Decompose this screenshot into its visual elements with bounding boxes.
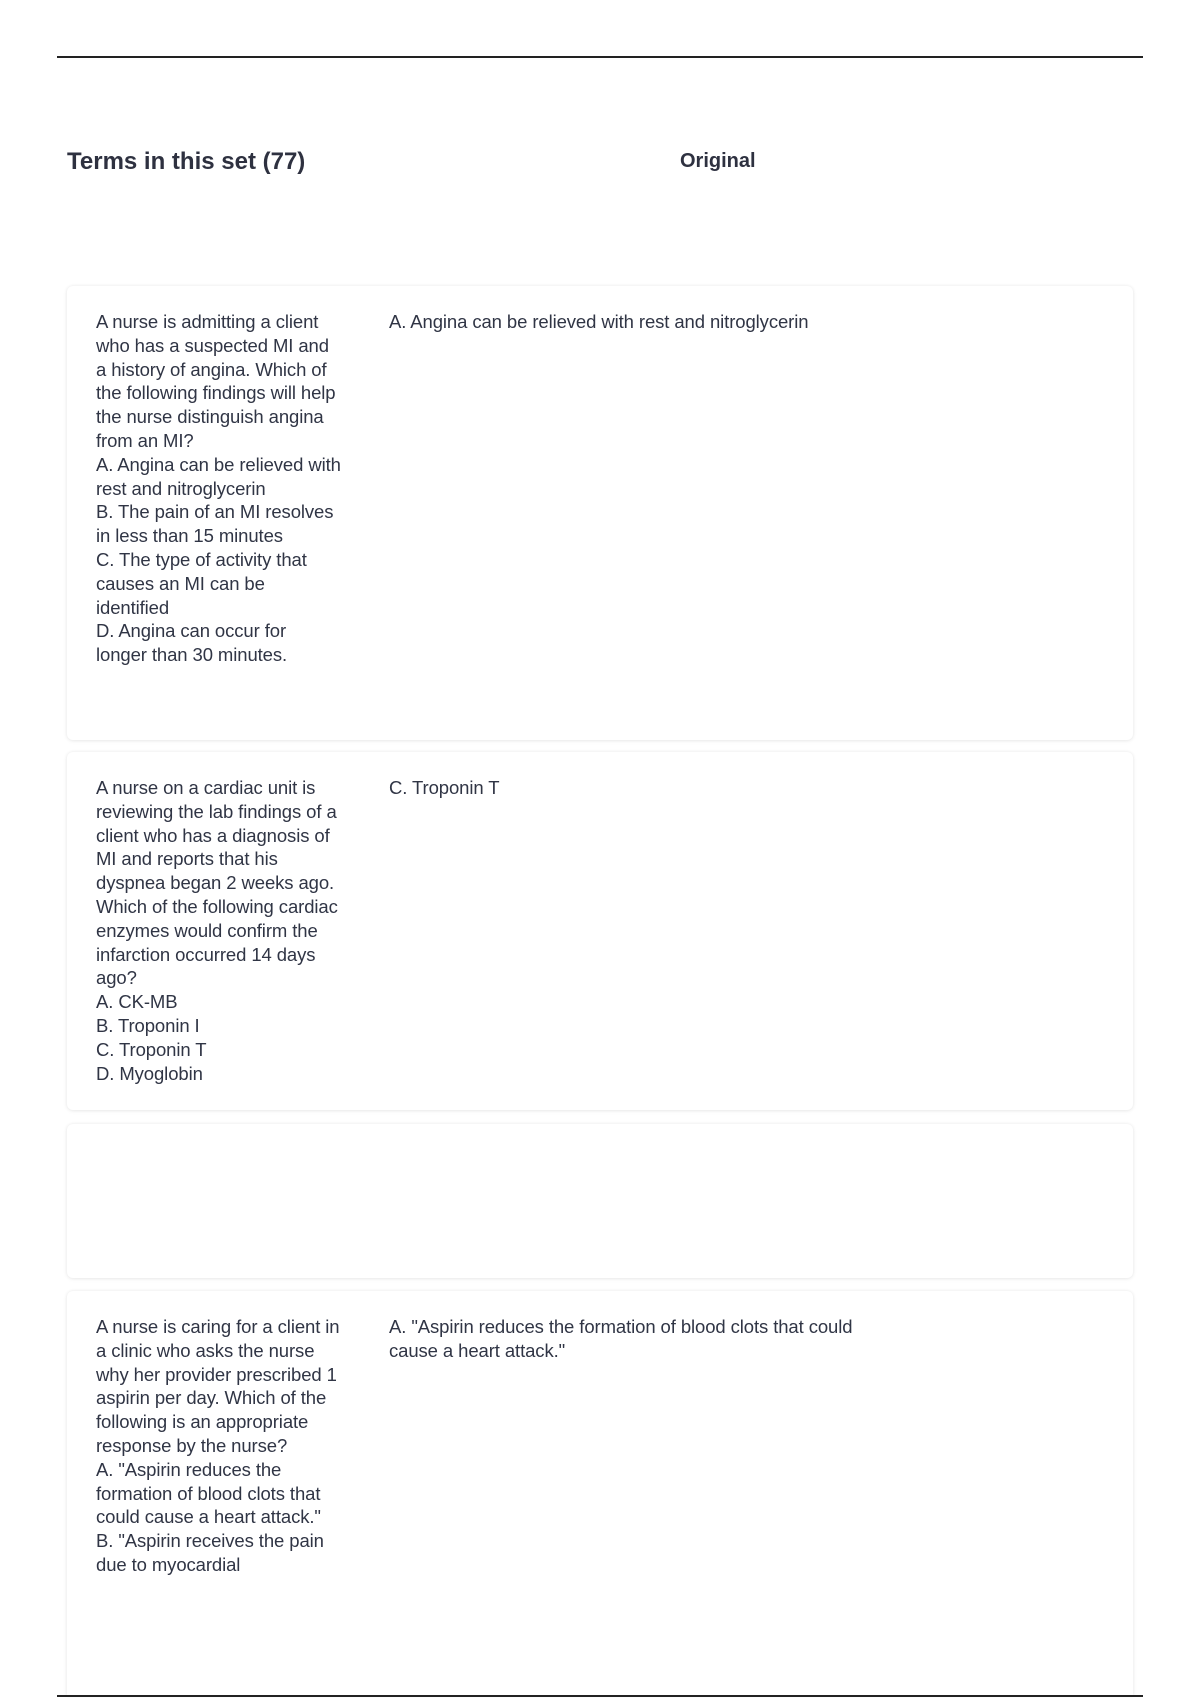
top-divider [57,56,1143,58]
column-label-original: Original [680,150,756,172]
term-text: A nurse on a cardiac unit is reviewing the lab findings of a client who has a diagnosis of MI and reports that his dyspnea began 2 weeks ago. Which of the following cardiac enzymes would confirm the infarction occurred 14 days ago? A. CK-MB B. Troponin I C. Troponin T D. Myoglobin [96,777,338,1084]
flashcard-row-empty [67,1124,1133,1278]
set-title: Terms in this set (77) [67,148,306,175]
flashcard-row [67,1291,1133,1695]
definition-text: A. Angina can be relieved with rest and nitroglycerin [389,311,809,332]
set-header [67,148,1133,178]
bottom-divider [57,1695,1143,1697]
term-text: A nurse is admitting a client who has a suspected MI and a history of angina. Which of the following findings will help the nurse distinguish angina from an MI? A. Angina can be relieved with rest and nitroglycerin B. The pain of an MI resolves in less than 15 minutes C. The type of activity that causes an MI can be identified D. Angina can occur for longer than 30 minutes. [96,311,341,666]
definition-text: A. "Aspirin reduces the formation of blood clots that could cause a heart attack." [389,1316,853,1361]
flashcard-row [67,752,1133,1110]
flashcard-row [67,286,1133,740]
term-text: A nurse is caring for a client in a clinic who asks the nurse why her provider prescribed 1 aspirin per day. Which of the following is an appropriate response by the nurse? A. "Aspirin reduces the formation of blood clots that could cause a heart attack." B. "Aspirin receives the pain due to myocardial [96,1316,340,1575]
definition-text: C. Troponin T [389,777,500,798]
